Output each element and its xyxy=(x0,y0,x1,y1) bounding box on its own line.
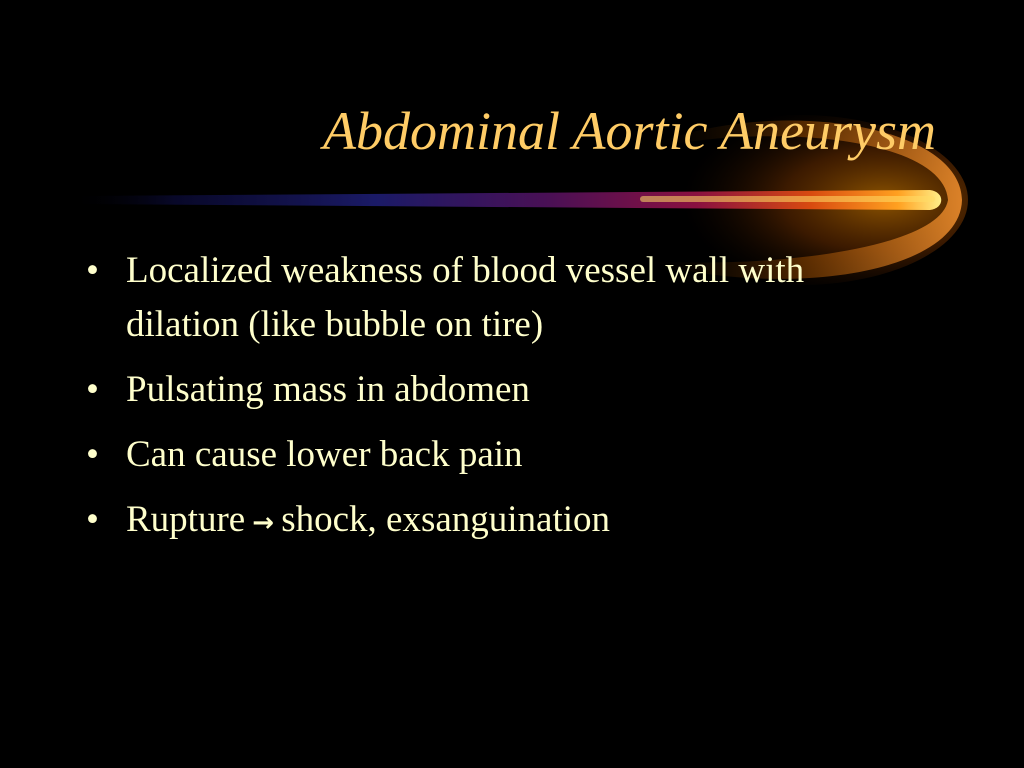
slide-title: Abdominal Aortic Aneurysm xyxy=(323,101,936,161)
arrow-right-icon: → xyxy=(252,508,275,538)
bullet-item xyxy=(86,428,916,482)
bullet-text: Localized weakness of blood vessel wall with dilation (like bubble on tire) xyxy=(126,250,805,345)
bullet-marker: • xyxy=(86,499,99,540)
bullet-item xyxy=(86,493,916,550)
bullet-item xyxy=(86,363,916,417)
bullet-marker: • xyxy=(86,369,99,410)
bullet-text: Can cause lower back pain xyxy=(126,434,523,475)
bullet-text-before: Rupture xyxy=(126,499,246,540)
bullet-text: Pulsating mass in abdomen xyxy=(126,369,530,410)
bullet-list xyxy=(86,244,916,561)
bullet-marker: • xyxy=(86,250,99,291)
bullet-item xyxy=(86,244,916,352)
bullet-text-after: shock, exsanguination xyxy=(281,499,611,540)
bullet-marker: • xyxy=(86,434,99,475)
